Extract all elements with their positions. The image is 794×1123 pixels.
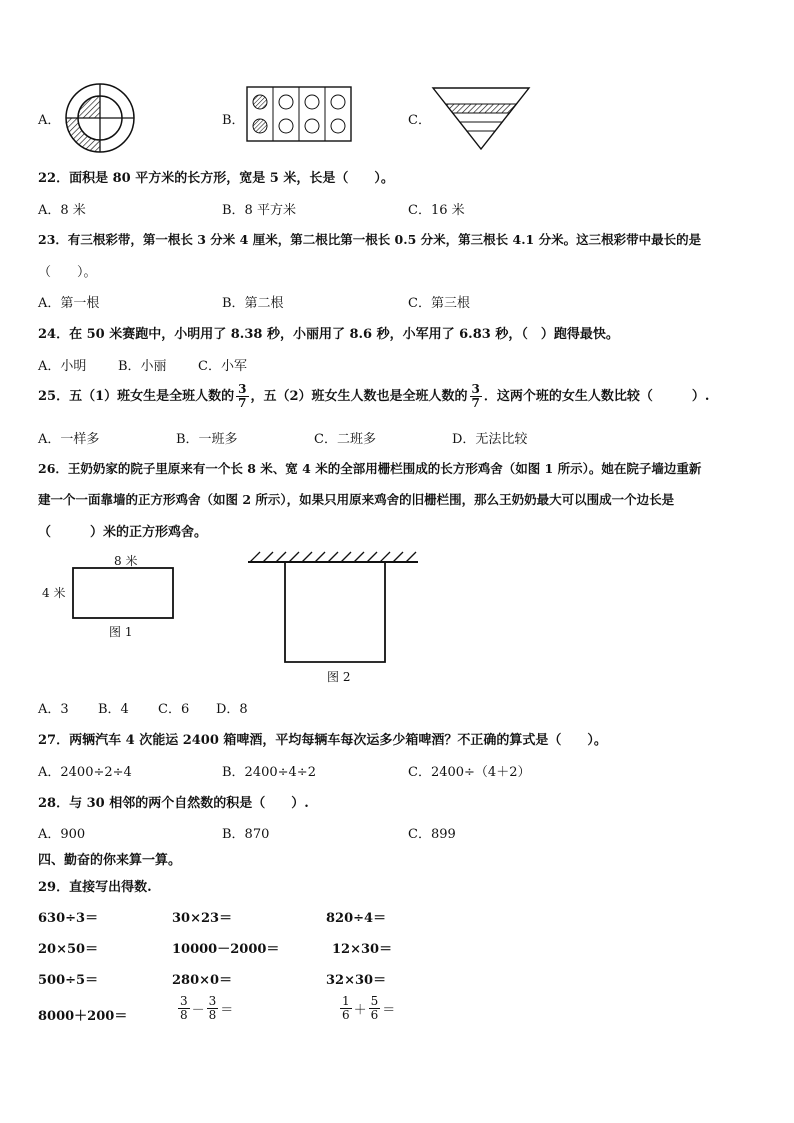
q26-option-a[interactable]: A．3 (38, 702, 69, 717)
q25-part1: 25．五（1）班女生是全班人数的 (38, 389, 235, 404)
q26-question-line3: （ ）米的正方形鸡舍。 (38, 525, 208, 540)
frac-num: 3 (208, 994, 217, 1008)
q25-fraction-1 (236, 383, 248, 410)
q25-fraction-2 (470, 383, 482, 410)
operator: － (191, 1003, 205, 1018)
q24-option-b[interactable]: B．小丽 (118, 359, 167, 374)
q26-option-b[interactable]: B．4 (98, 702, 129, 717)
q27-option-c[interactable]: C．2400÷（4＋2） (408, 765, 531, 780)
frac-den: 6 (342, 1008, 350, 1022)
operator: ＋ (353, 1003, 367, 1018)
q24-option-a[interactable]: A．小明 (38, 359, 87, 374)
q25-option-a[interactable]: A．一样多 (38, 432, 100, 447)
q22-option-a[interactable]: A．8 米 (38, 203, 86, 218)
q21-option-a-label[interactable]: A． (38, 113, 61, 128)
q28-option-b[interactable]: B．870 (222, 827, 270, 842)
q26-question-line1: 26．王奶奶家的院子里原来有一个长 8 米、宽 4 米的全部用栅栏围成的长方形鸡舍（如图 1 所示）。她在院子墙边重新 (38, 461, 702, 476)
q28-option-a[interactable]: A．900 (38, 827, 86, 842)
q23-option-c[interactable]: C．第三根 (408, 296, 470, 311)
q23-option-a[interactable]: A．第一根 (38, 296, 100, 311)
q23-question-line2: （ ）。 (38, 265, 97, 280)
q21-figure-a-circle (62, 82, 140, 154)
q21-option-c-label[interactable]: C． (408, 113, 431, 128)
q25-frac2-den: 7 (471, 396, 480, 410)
q26-question-line2: 建一个一面靠墙的正方形鸡舍（如图 2 所示），如果只用原来鸡舍的旧栅栏围，那么王奶奶最大可以围成一个边长是 (38, 492, 675, 507)
calc-item: 500÷5＝ (38, 973, 99, 988)
fig1-length-label: 8 米 (114, 554, 138, 568)
q24-question: 24．在 50 米赛跑中，小明用了 8.38 秒，小丽用了 8.6 秒，小军用了 6.83 秒，（ ）跑得最快。 (38, 327, 619, 342)
fig2-wall-and-square (246, 550, 422, 665)
q25-frac1-den: 7 (238, 396, 247, 410)
calc-item: 10000－2000＝ (172, 942, 280, 957)
wall-hatching (250, 552, 416, 562)
q22-question: 22．面积是 80 平方米的长方形，宽是 5 米，长是（ ）。 (38, 171, 394, 186)
frac-num: 1 (342, 994, 350, 1008)
q25-option-c[interactable]: C．二班多 (314, 432, 376, 447)
calc-item: 820÷4＝ (326, 911, 387, 926)
q24-option-c[interactable]: C．小军 (198, 359, 247, 374)
q25-frac1-num: 3 (238, 382, 247, 396)
calc-item: 20×50＝ (38, 942, 99, 957)
q21-figure-b-grid (246, 86, 354, 144)
q28-option-c[interactable]: C．899 (408, 827, 456, 842)
equals-sign: ＝ (382, 1003, 396, 1018)
calc-fraction-addition (338, 995, 395, 1022)
fig1-caption: 图 1 (109, 625, 133, 639)
calc-item: 8000＋200＝ (38, 1009, 128, 1024)
q25-frac2-num: 3 (471, 382, 480, 396)
q23-question-line1: 23．有三根彩带，第一根长 3 分米 4 厘米，第二根比第一根长 0.5 分米，第三根长 4.1 分米。这三根彩带中最长的是 (38, 232, 702, 247)
fig1-width-label: 4 米 (42, 586, 66, 600)
q22-option-c[interactable]: C．16 米 (408, 203, 465, 218)
q21-option-b-label[interactable]: B． (222, 113, 245, 128)
q25-part2: ，五（2）班女生人数也是全班人数的 (250, 389, 468, 404)
q27-option-b[interactable]: B．2400÷4÷2 (222, 765, 316, 780)
q28-question: 28．与 30 相邻的两个自然数的积是（ ）. (38, 796, 309, 811)
q25-option-d[interactable]: D．无法比较 (452, 432, 528, 447)
q27-question: 27．两辆汽车 4 次能运 2400 箱啤酒，平均每辆车每次运多少箱啤酒？不正确的算式是（ ）。 (38, 733, 607, 748)
q25-option-b[interactable]: B．一班多 (176, 432, 238, 447)
calc-item: 32×30＝ (326, 973, 387, 988)
frac-den: 8 (208, 1008, 217, 1022)
frac-den: 8 (180, 1008, 188, 1022)
q26-option-d[interactable]: D．8 (216, 702, 248, 717)
section4-title: 四、勤奋的你来算一算。 (38, 853, 182, 868)
q26-option-c[interactable]: C．6 (158, 702, 190, 717)
frac-num: 5 (370, 994, 379, 1008)
fig1-rectangle (72, 567, 174, 619)
equals-sign: ＝ (220, 1003, 234, 1018)
q21-figure-c-triangle (432, 86, 532, 152)
calc-item: 30×23＝ (172, 911, 233, 926)
q25-question (38, 382, 709, 412)
frac-den: 6 (370, 1008, 379, 1022)
frac-num: 3 (180, 994, 188, 1008)
calc-item: 280×0＝ (172, 973, 233, 988)
q29-question: 29．直接写出得数. (38, 880, 152, 895)
q22-option-b[interactable]: B．8 平方米 (222, 203, 296, 218)
calc-item: 630÷3＝ (38, 911, 99, 926)
calc-fraction-subtraction (176, 995, 233, 1022)
q27-option-a[interactable]: A．2400÷2÷4 (38, 765, 132, 780)
q25-part3: ．这两个班的女生人数比较（ ）. (483, 389, 710, 404)
calc-item: 12×30＝ (332, 942, 393, 957)
q23-option-b[interactable]: B．第二根 (222, 296, 284, 311)
fig2-caption: 图 2 (327, 670, 351, 684)
